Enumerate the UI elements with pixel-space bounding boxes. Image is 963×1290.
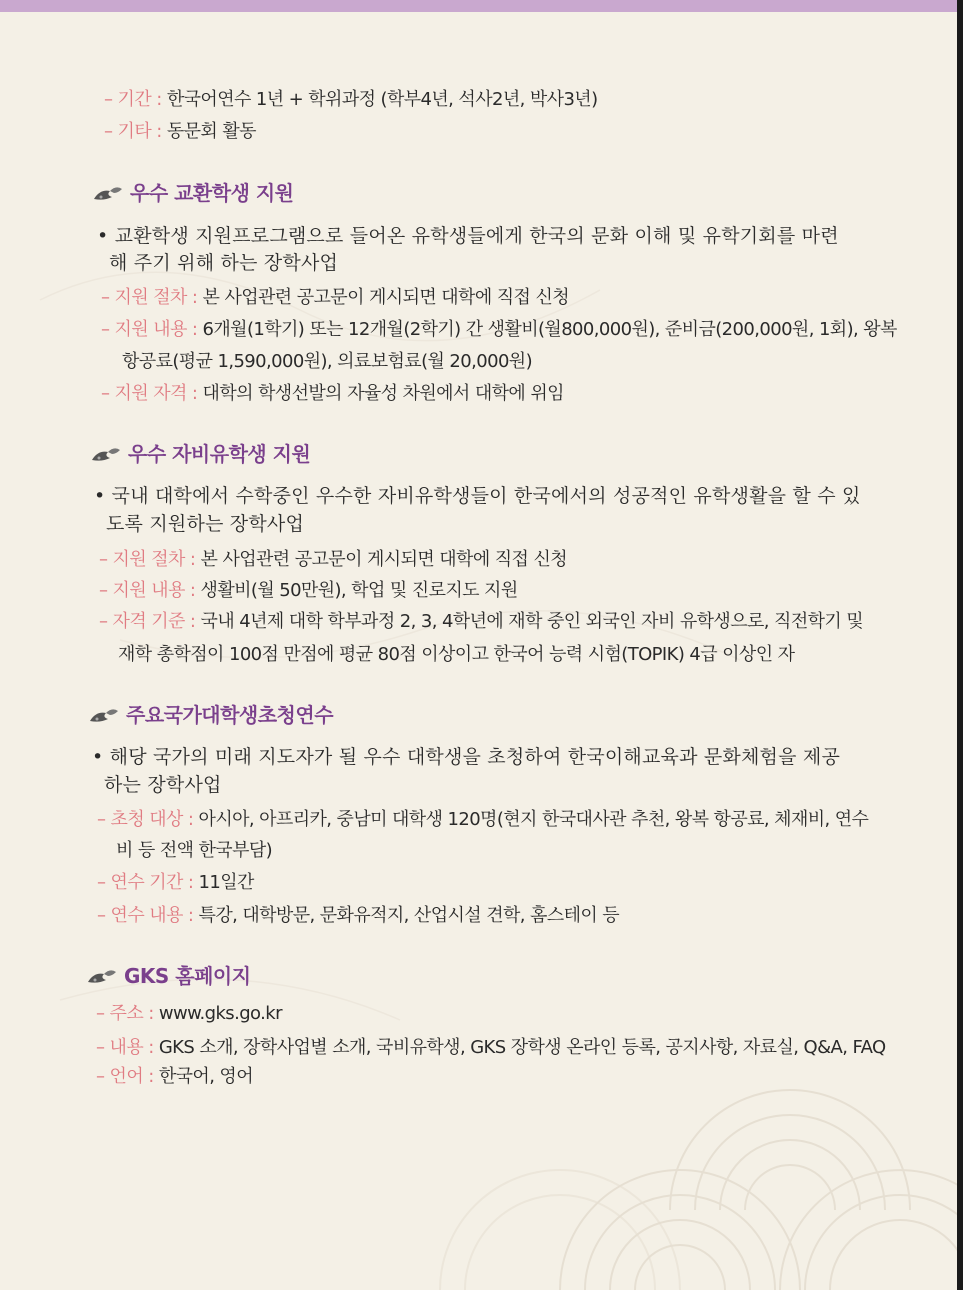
description-text: 하는 장학사업 (104, 774, 222, 796)
section-heading (92, 180, 294, 206)
item-label: 자격 기준 (112, 611, 185, 632)
item-text-continued (118, 643, 794, 667)
label-colon: : (182, 809, 199, 830)
label-colon: : (143, 1066, 159, 1087)
item-label: 초청 대상 (110, 809, 183, 830)
item-label: 지원 내용 (114, 319, 187, 340)
item-text: 아시아, 아프리카, 중남미 대학생 120명(현지 한국대사관 추천, 왕복 항공료, 체재비, 연수 (198, 809, 869, 830)
dash-marker: – (101, 383, 115, 404)
item-text: 본 사업관련 공고문이 게시되면 대학에 직접 신청 (202, 287, 570, 308)
detail-line (99, 548, 567, 572)
detail-line (96, 1065, 253, 1089)
label-colon: : (182, 905, 199, 926)
detail-line (96, 1036, 886, 1060)
dash-marker: – (97, 872, 111, 893)
label-colon: : (186, 287, 203, 308)
item-text: 한국어연수 1년 + 학위과정 (학부4년, 석사2년, 박사3년) (166, 89, 598, 110)
detail-line (101, 286, 569, 310)
detail-line (96, 1002, 282, 1026)
item-label: 연수 기간 (110, 872, 183, 893)
dash-marker: – (96, 1066, 110, 1087)
section-description-continued (109, 251, 338, 275)
label-colon: : (143, 1037, 159, 1058)
section-heading (88, 702, 333, 728)
label-colon: : (151, 89, 167, 110)
label-colon: : (184, 549, 201, 570)
bullet: • (97, 225, 115, 247)
label-colon: : (151, 121, 167, 142)
brush-leaf-icon (86, 968, 118, 988)
description-text: 해당 국가의 미래 지도자가 될 우수 대학생을 초청하여 한국이해교육과 문화체험을 제공 (109, 746, 840, 768)
item-text: www.gks.go.kr (158, 1003, 282, 1024)
dash-marker: – (97, 809, 111, 830)
bullet: • (92, 746, 110, 768)
item-label: 연수 내용 (110, 905, 183, 926)
item-text: 국내 4년제 대학 학부과정 2, 3, 4학년에 재학 중인 외국인 자비 유학생으로, 직전학기 및 (200, 611, 864, 632)
detail-line (101, 382, 564, 406)
item-text: GKS 소개, 장학사업별 소개, 국비유학생, GKS 장학생 온라인 등록, 공지사항, 자료실, Q&A, FAQ (158, 1037, 886, 1058)
item-text: 6개월(1학기) 또는 12개월(2학기) 간 생활비(월800,000원), 준비금(200,000원, 1회), 왕복 (202, 319, 897, 340)
label-colon: : (184, 580, 201, 601)
detail-line (97, 871, 254, 895)
intro-line (104, 88, 598, 112)
item-text: 대학의 학생선발의 자율성 차원에서 대학에 위임 (202, 383, 564, 404)
dash-marker: – (97, 905, 111, 926)
detail-line (97, 904, 619, 928)
section-title: GKS 홈페이지 (124, 964, 251, 988)
dash-marker: – (96, 1037, 110, 1058)
bullet: • (94, 485, 112, 507)
detail-line (97, 808, 868, 832)
dash-marker: – (101, 287, 115, 308)
item-label: 지원 절차 (114, 287, 187, 308)
detail-line (99, 579, 518, 603)
detail-line (101, 318, 897, 342)
item-text: 동문회 활동 (166, 121, 256, 142)
dash-marker: – (104, 121, 118, 142)
item-text: 11일간 (198, 872, 254, 893)
item-label: 내용 (109, 1037, 144, 1058)
dash-marker: – (99, 611, 113, 632)
item-label: 지원 내용 (112, 580, 185, 601)
section-description (97, 224, 839, 248)
label-colon: : (143, 1003, 159, 1024)
item-label: 기타 (117, 121, 152, 142)
item-text: 재학 총학점이 100점 만점에 평균 80점 이상이고 한국어 능력 시험(TOPIK) 4급 이상인 자 (118, 644, 795, 665)
page-edge (957, 0, 963, 1290)
intro-line (104, 120, 256, 144)
section-description-continued (106, 512, 304, 536)
item-text-continued (116, 839, 272, 863)
item-text: 한국어, 영어 (158, 1066, 254, 1087)
section-description-continued (104, 773, 222, 797)
detail-line (99, 610, 863, 634)
label-colon: : (182, 872, 199, 893)
brush-leaf-icon (90, 446, 122, 466)
section-heading (86, 963, 251, 989)
item-label: 기간 (117, 89, 152, 110)
dash-marker: – (99, 549, 113, 570)
brush-leaf-icon (88, 707, 120, 727)
description-text: 해 주기 위해 하는 장학사업 (109, 252, 339, 274)
item-text-continued (122, 350, 532, 374)
item-label: 지원 자격 (114, 383, 187, 404)
item-label: 지원 절차 (112, 549, 185, 570)
item-text: 비 등 전액 한국부담) (116, 840, 273, 861)
description-text: 교환학생 지원프로그램으로 들어온 유학생들에게 한국의 문화 이해 및 유학기회를 마련 (114, 225, 839, 247)
dash-marker: – (96, 1003, 110, 1024)
dash-marker: – (99, 580, 113, 601)
item-label: 언어 (109, 1066, 144, 1087)
item-text: 특강, 대학방문, 문화유적지, 산업시설 견학, 홈스테이 등 (198, 905, 620, 926)
dash-marker: – (104, 89, 118, 110)
brush-leaf-icon (92, 185, 124, 205)
description-text: 도록 지원하는 장학사업 (106, 513, 305, 535)
section-title: 주요국가대학생초청연수 (126, 703, 334, 727)
item-text: 생활비(월 50만원), 학업 및 진로지도 지원 (200, 580, 518, 601)
section-description (92, 745, 840, 769)
label-colon: : (184, 611, 201, 632)
item-text: 본 사업관련 공고문이 게시되면 대학에 직접 신청 (200, 549, 568, 570)
section-description (94, 484, 861, 508)
section-heading (90, 441, 310, 467)
label-colon: : (186, 319, 203, 340)
section-title: 우수 자비유학생 지원 (128, 442, 311, 466)
item-text: 항공료(평균 1,590,000원), 의료보험료(월 20,000원) (122, 351, 533, 372)
item-label: 주소 (109, 1003, 144, 1024)
label-colon: : (186, 383, 203, 404)
description-text: 국내 대학에서 수학중인 우수한 자비유학생들이 한국에서의 성공적인 유학생활을 할 수 있 (111, 485, 861, 507)
dash-marker: – (101, 319, 115, 340)
section-title: 우수 교환학생 지원 (130, 181, 294, 205)
